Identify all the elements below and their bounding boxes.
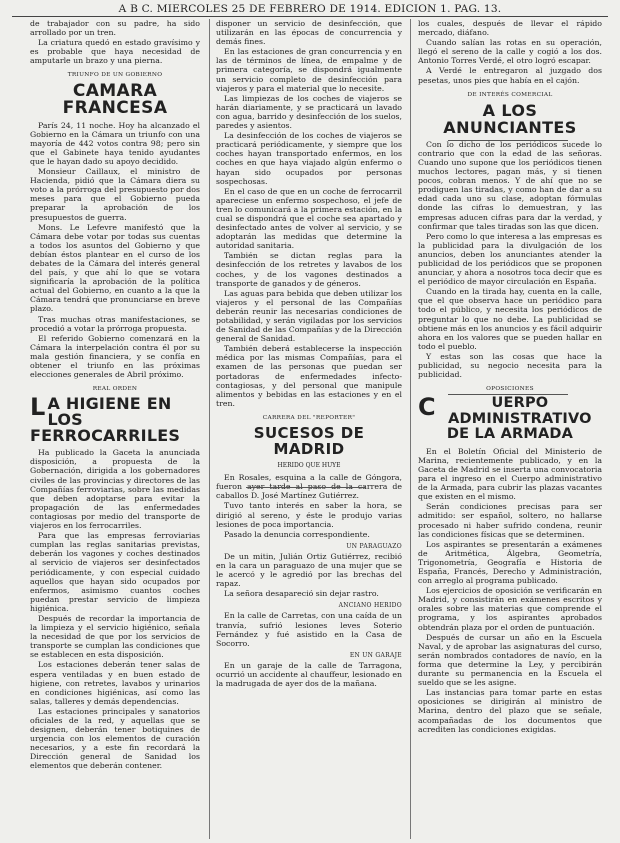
article-paragraph: El referido Gobierno comenzará en la Cámara la interpelación contra él por su mala gestión financiera, y se confía en obtener el triunfo en las próximas elecciones generales de Abril próximo. (30, 333, 200, 380)
subheading: HERIDO QUE HUYE (277, 462, 341, 470)
column-1 (30, 19, 200, 841)
headline-anunciantes: A LOS ANUNCIANTES (443, 100, 577, 137)
article-paragraph: Cuando salían las rotas en su operación, llegó el sereno de la calle y cogió a los dos. Antonio Torres Verdé, el otro logró escapar. (418, 38, 602, 66)
column-divider (209, 19, 210, 839)
article-paragraph: Las instancias para tomar parte en estas oposiciones se dirigirán al ministro de Marina, dentro del plazo que se señale, acompañadas de los documentos que acrediten las condiciones exigidas. (418, 688, 602, 734)
article-paragraph: La desinfección de los coches de viajeros se practicará periódicamente, y siempre que los coches hayan transportado enfermos, en los coches en que haya viajado algún enfermo o hayan sido ocupados por personas sospechosas. (216, 131, 402, 186)
article-paragraph: Las aguas para bebida que deben utilizar los viajeros y el personal de las Compañías deberán reunir las necesarias condiciones de potabilidad, y serán vigiladas por los servicios de Sanidad de las Compañías y de la Dirección general de Sanidad. (216, 288, 402, 344)
article-paragraph: También se dictan reglas para la desinfección de los retretes y lavabos de los coches, y de los vagones destinados a transporte de ganados y de géneros. (216, 251, 402, 288)
article-paragraph: Tras muchas otras manifestaciones, se procedió a votar la prórroga propuesta. (30, 314, 200, 333)
article-paragraph: Los ejercicios de oposición se verificarán en Madrid, y consistirán en exámenes escritos y orales sobre las materias que comprende el programa, y los aspirantes aprobados obtendrán plaza por el orden de puntuación. (418, 586, 602, 632)
running-header: A B C. MIERCOLES 25 DE FEBRERO DE 1914. EDICION 1. PAG. 13. (118, 3, 502, 15)
article-paragraph: La criatura quedó en estado gravísimo y es probable que haya necesidad de amputarle un brazo y una pierna. (30, 38, 200, 66)
article-paragraph: Tuvo tanto interés en saber la hora, se dirigió al sereno, y éste le produjo varias lesiones de poca importancia. (216, 501, 402, 529)
article-paragraph: Serán condiciones precisas para ser admitido: ser español, soltero, no hallarse procesado ni haber sufrido condena, reunir las condiciones físicas que se determinen. (418, 502, 602, 539)
article-paragraph: Cuando en la tirada hay, cuenta en la calle, que el que observa hace un periódico para todo el público, y necesita los periódicos de preguntar lo que no debe. La publicidad se obtiene más en los anuncios y es fácil adquirir ahora en los valores que se pueden hallar en todo el pueblo. (418, 287, 602, 351)
article-paragraph: disponer un servicio de desinfección, que utilizarán en las épocas de concurrencia y demás fines. (216, 19, 402, 47)
headline-higiene-ferrocarriles (30, 393, 200, 446)
section-label: TRIUNFO DE UN GOBIERNO (67, 72, 163, 79)
subheading: EN UN GARAJE (349, 651, 402, 659)
article-paragraph: Las estaciones principales y sanatorios oficiales de la red, y aquellas que se designen, deberán tener botiquines de urgencia con los elementos de curación necesarios, y a este fin recordará la Dirección general de Sanidad los elementos que deberán contener. (30, 706, 200, 771)
article-paragraph: A Verdé le entregaron al juzgado dos pesetas, unos pies que había en el cajón. (418, 66, 602, 85)
article-separator (448, 140, 568, 141)
article-paragraph: En Rosales, esquina a la calle de Góngora, fueron ayer tarde al paso de la carrera de caballos D. José Martínez Gutiérrez. (216, 473, 402, 501)
headline-sucesos-madrid: SUCESOS DE MADRID (253, 424, 365, 459)
drop-capital: C (418, 393, 436, 422)
headline-text: UERPO ADMINISTRATIVO DE LA ARMADA (446, 395, 592, 443)
article-paragraph: los cuales, después de llevar el rápido mercado, diáfano. (418, 19, 602, 38)
subheading: UN PARAGUAZO (346, 542, 402, 550)
article-paragraph: En la calle de Carretas, con una caída de un tranvía, sufrió lesiones leves Soterio Fernández y fué asistido en la Casa de Socorro. (216, 611, 402, 648)
headline-camara-francesa: CAMARA FRANCESA (62, 80, 168, 118)
article-paragraph: Pasado la denuncia correspondiente. (224, 529, 370, 539)
article-paragraph: En el Boletín Oficial del Ministerio de Marina, recientemente publicado, y en la Gaceta de Madrid se inserta una convocatoria para el ingreso en el Cuerpo administrativo de la Armada, para cubrir las plazas vacantes que existen en el mismo. (418, 446, 602, 502)
article-paragraph: Para que las empresas ferroviarias cumplan las reglas sanitarias previstas, deberán los vagones y coches destinados al servicio de viajeros ser desinfectados periódicamente, y con especial cuidado aquellos que hayan sido ocupados por enfermos, asimismo cuantos coches puedan prestar servicio de limpieza higiénica. (30, 531, 200, 613)
headline-text: A HIGIENE EN LOS FERROCARRILES (30, 394, 181, 446)
article-paragraph: Después de cursar un año en la Escuela Naval, y de aprobar las asignaturas del curso, serán nombrados contadores de navío, en la forma que determine la Ley, y percibirán durante su permanencia en la Escuela el sueldo que se les asigne. (418, 632, 602, 688)
article-paragraph: También deberá establecerse la inspección médica por las mismas Compañías, para el examen de las personas que puedan ser portadoras de enfermedades infecto-contagiosas, y del personal que manipule alimentos y bebidas en las estaciones y en el tren. (216, 344, 402, 408)
section-label: OPOSICIONES (486, 386, 534, 393)
article-paragraph: Después de recordar la importancia de la limpieza y el servicio higiénico, señala la necesidad de que por los servicios de transporte se cumplan las condiciones que se establecen en esta disposición. (30, 613, 200, 660)
section-label: DE INTERÉS COMERCIAL (467, 91, 553, 98)
article-separator (246, 487, 366, 488)
article-paragraph: Y estas son las cosas que hace la publicidad, su negocio necesita para la publicidad. (418, 351, 602, 380)
column-3 (418, 19, 602, 841)
article-paragraph: En las estaciones de gran concurrencia y en las de términos de línea, de empalme y de primera categoría, se dispondrá igualmente un servicio completo de desinfección para viajeros y para el material que lo necesite. (216, 47, 402, 93)
section-label: CARRERA DEL "REPORTER" (262, 414, 356, 421)
article-paragraph: de trabajador con su padre, ha sido arrollado por un tren. (30, 19, 200, 38)
article-separator (448, 394, 568, 395)
headline-cuerpo-armada (418, 393, 602, 443)
article-paragraph: De un mitin, Julián Ortiz Gutiérrez, recibió en la cara un paraguazo de una mujer que se le acercó y le agredió por las brechas del rapaz. (216, 551, 402, 589)
subheading: ANCIANO HERIDO (338, 602, 402, 610)
article-paragraph: Los aspirantes se presentarán a exámenes de Aritmética, Álgebra, Geometría, Trigonometría, Geografía e Historia de España, Francés, Derecho y Administración, con arreglo al programa publicado. (418, 539, 602, 586)
article-paragraph: En un garaje de la calle de Tarragona, ocurrió un accidente al chauffeur, lesionado en la madrugada de ayer dos de la mañana. (216, 660, 402, 689)
article-paragraph: Con lo dicho de los periódicos sucede lo contrario que con la edad de las señoras. Cuando uno supone que los periódicos tienen muchos lectores, pagan más, y si tienen pocos, cobran menos. Y de ahí que no se prodiguen las tiradas, y como han de dar a su edad cada uno su clase, adoptan fórmulas donde las cifras lo demuestran, y las empresas aducen cifras para dar la verdad, y confirmar que tales tiradas son las que dicen. (418, 139, 602, 231)
article-paragraph: París 24, 11 noche. Hoy ha alcanzado el Gobierno en la Cámara un triunfo con una mayoría de 442 votos contra 98; pero sin que el Gabinete haya tenido ayudantes que le hayan dado su apoyo decidido. (30, 120, 200, 166)
drop-capital: L (30, 393, 46, 422)
article-paragraph: La señora desapareció sin dejar rastro. (224, 589, 379, 599)
article-paragraph: Monsieur Caillaux, el ministro de Hacienda, pidió que la Cámara diera su voto a la prórroga del presupuesto por dos meses para que el Gobierno pueda preparar la aprobación de los presupuestos de guerra. (30, 167, 200, 222)
column-2 (216, 19, 402, 841)
section-label: REAL ORDEN (92, 386, 138, 393)
article-paragraph: Las limpiezas de los coches de viajeros se harán diariamente, y se practicará un lavado con agua, barrido y desinfección de los suelos, paredes y asientos. (216, 93, 402, 131)
header-rule (12, 16, 608, 17)
article-paragraph: Mons. Le Lefevre manifestó que la Cámara debe votar por todas sus cuentas a todos los asuntos del Gobierno y que debían éstos plantear en el curso de los debates de la Cámara del interés general del país, y que ahí lo que se votara significaría la aprobación de la política actual del Gobierno, en cuanto a la que la Cámara tendrá que pronunciarse en breve plazo. (30, 222, 200, 314)
article-paragraph: Ha publicado la Gaceta la anunciada disposición, a propuesta de la Gobernación, dirigida a los gobernadores civiles de las provincias y directores de las Compañías ferroviarias, sobre las medidas que deben adoptarse para evitar la propagación de las enfermedades contagiosas por medio del transporte de viajeros en los ferrocarriles. (30, 448, 200, 531)
column-divider (410, 19, 411, 839)
article-paragraph: Los estaciones deberán tener salas de espera ventiladas y en buen estado de higiene, con retretes, lavabos y urinarios en condiciones higiénicas, así como las salas, talleres y demás dependencias. (30, 660, 200, 706)
article-paragraph: En el caso de que en un coche de ferrocarril apareciese un enfermo sospechoso, el jefe de tren lo comunicará a la primera estación, en la cual se dispondrá que el coche sea apartado y desinfectado antes de volver al servicio, y se adoptarán las medidas que determine la autoridad sanitaria. (216, 186, 402, 251)
article-paragraph: Pero como lo que interesa a las empresas es la publicidad para la divulgación de los anuncios, deben los anunciantes atender la publicidad de los periódicos que se proponen anunciar, y ahora a nosotros toca decir que es el periódico de mayor circulación en España. (418, 231, 602, 287)
